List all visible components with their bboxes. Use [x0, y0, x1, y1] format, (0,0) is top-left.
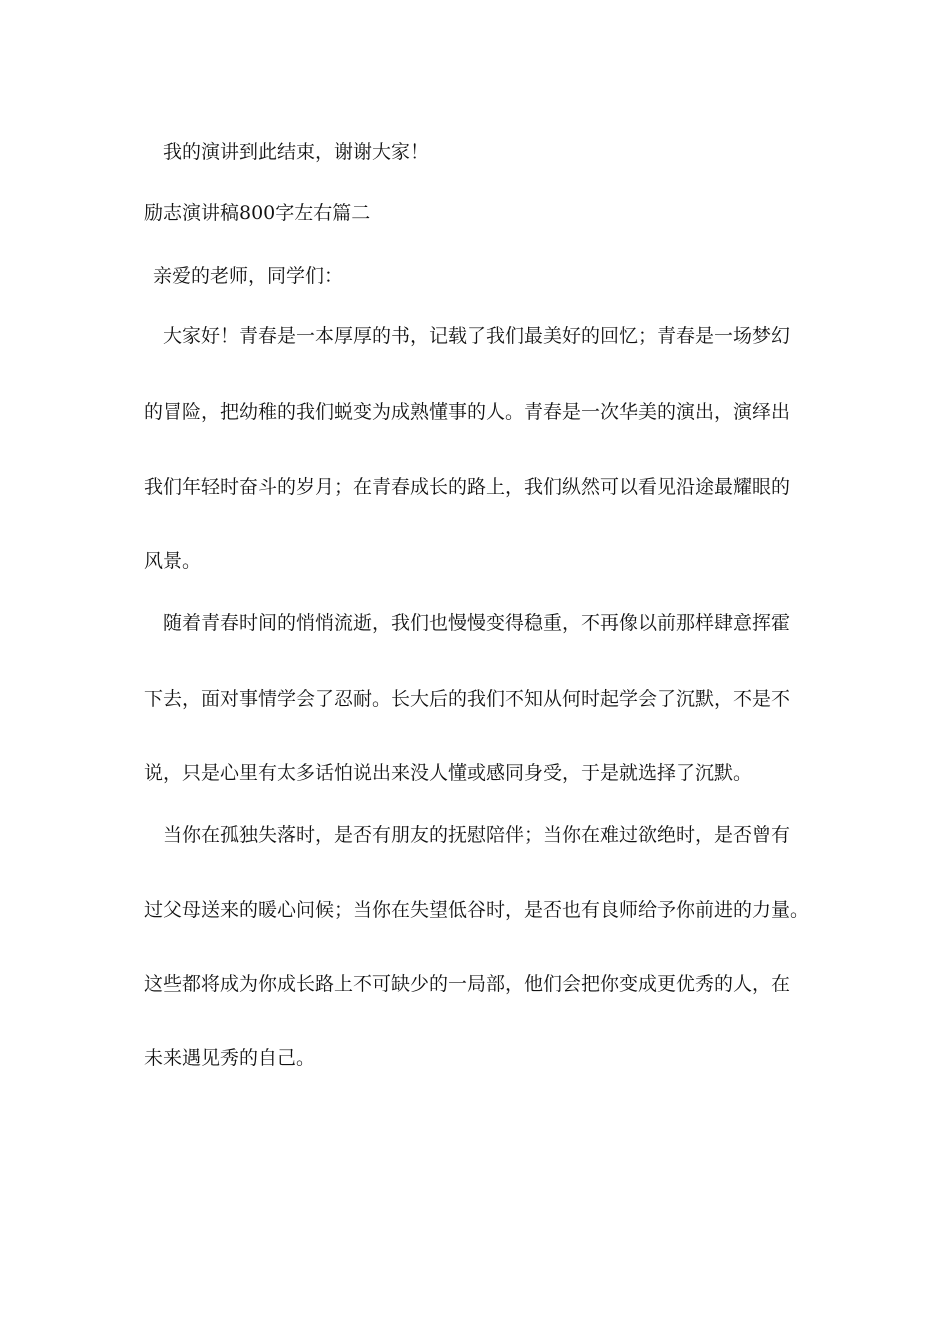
paragraph-line: 过父母送来的暖心问候；当你在失望低谷时，是否也有良师给予你前进的力量。 [144, 899, 810, 921]
paragraph-line: 大家好！青春是一本厚厚的书，记载了我们最美好的回忆；青春是一场梦幻 [163, 325, 791, 347]
paragraph-line: 这些都将成为你成长路上不可缺少的一局部，他们会把你变成更优秀的人，在 [144, 973, 791, 995]
paragraph-line: 下去，面对事情学会了忍耐。长大后的我们不知从何时起学会了沉默，不是不 [144, 688, 791, 710]
paragraph-line: 我们年轻时奋斗的岁月；在青春成长的路上，我们纵然可以看见沿途最耀眼的 [144, 476, 791, 498]
paragraph-line: 未来遇见秀的自己。 [144, 1047, 316, 1069]
paragraph-line: 的冒险，把幼稚的我们蜕变为成熟懂事的人。青春是一次华美的演出，演绎出 [144, 401, 791, 423]
paragraph-line: 风景。 [144, 550, 202, 572]
paragraph-line: 随着青春时间的悄悄流逝，我们也慢慢变得稳重，不再像以前那样肆意挥霍 [163, 612, 791, 634]
paragraph-line: 当你在孤独失落时，是否有朋友的抚慰陪伴；当你在难过欲绝时，是否曾有 [163, 824, 791, 846]
salutation: 亲爱的老师，同学们： [153, 265, 344, 287]
paragraph-line: 说，只是心里有太多话怕说出来没人懂或感同身受，于是就选择了沉默。 [144, 762, 753, 784]
section-title: 励志演讲稿800字左右篇二 [144, 202, 371, 224]
closing-line: 我的演讲到此结束，谢谢大家！ [163, 141, 430, 163]
